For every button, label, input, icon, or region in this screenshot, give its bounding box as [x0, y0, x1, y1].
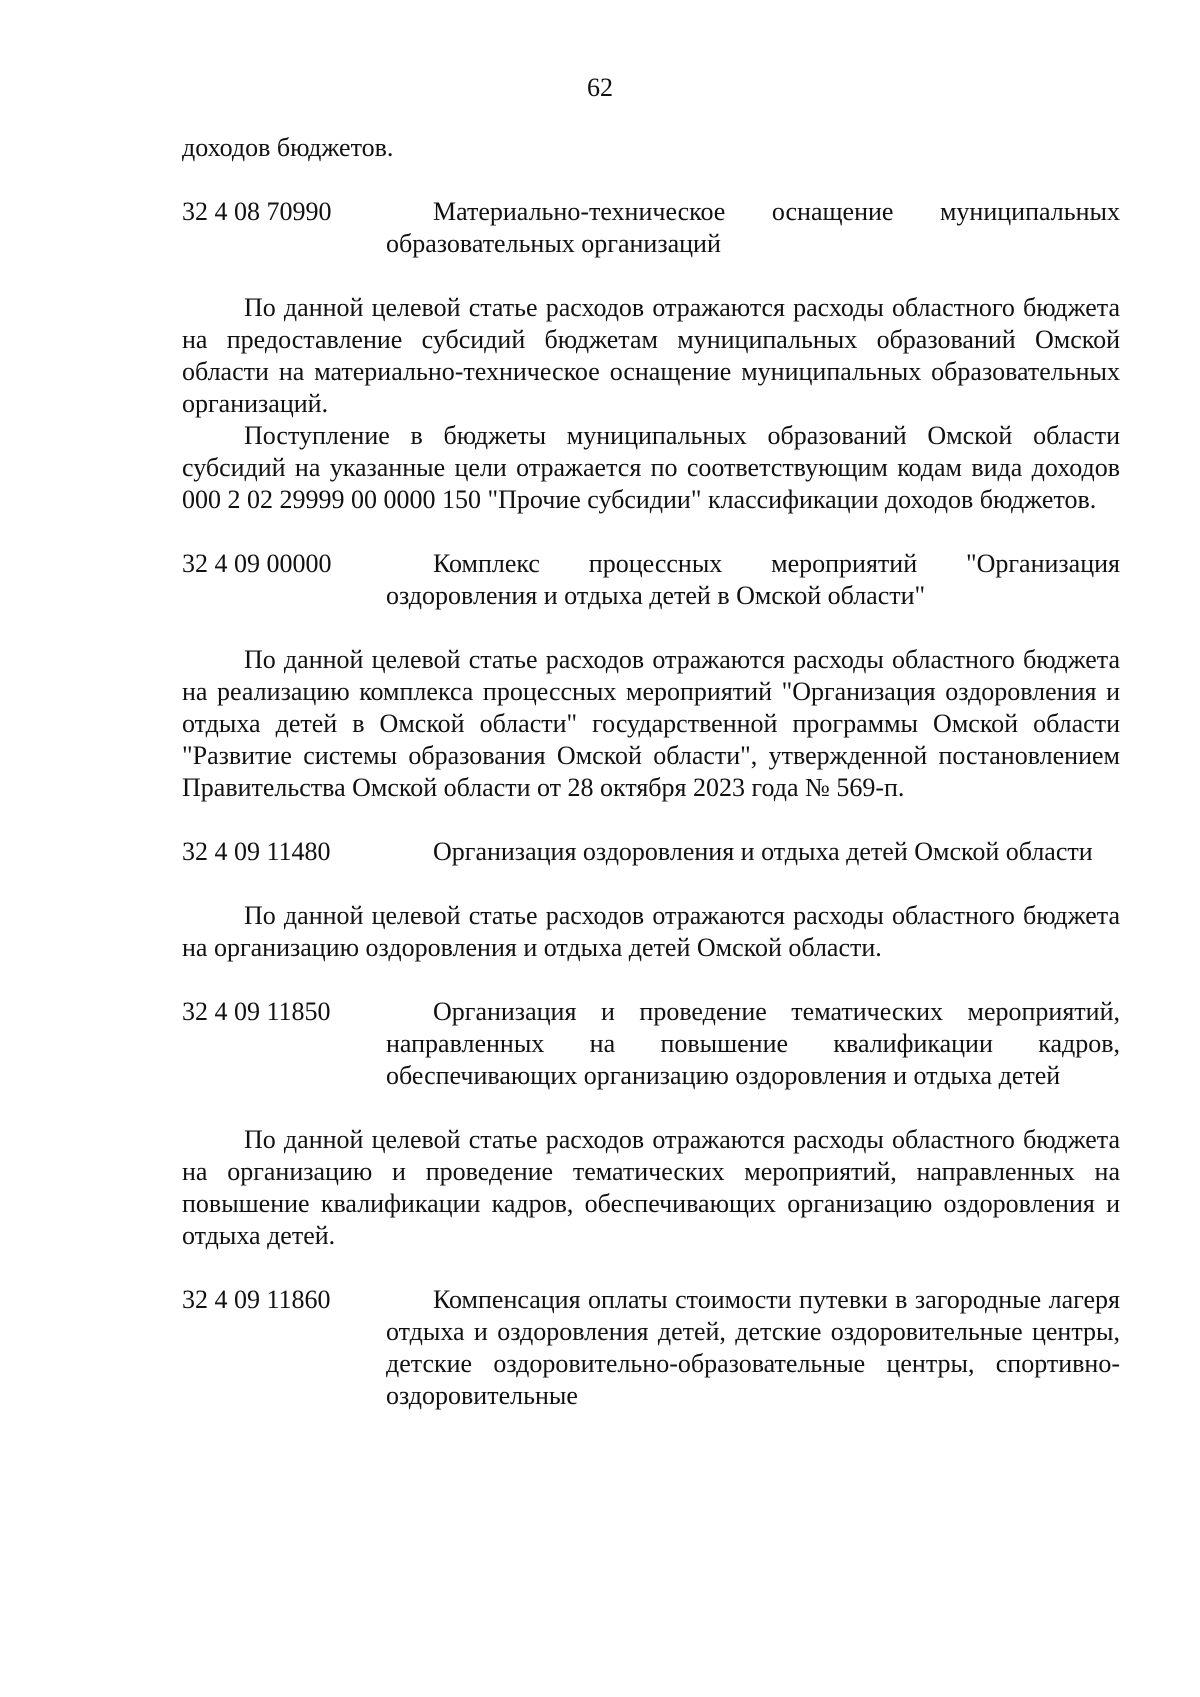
budget-article-title: Организация оздоровления и отдыха детей Омской области — [433, 837, 1093, 866]
budget-article-code: 32 4 09 11850 — [182, 997, 331, 1026]
body-paragraph: По данной целевой статье расходов отражаются расходы областного бюджета на реализацию комплекса процессных мероприятий "Организация оздоровления и отдыха детей в Омской области" государственной программы Омской области "Развитие системы образования Омской области", утвержденной постановлением Правительства Омской области от 28 октября 2023 года № 569-п. — [182, 645, 1120, 802]
budget-article-entry — [182, 196, 1120, 260]
budget-article-title: Компенсация оплаты стоимости путевки в загородные лагеря отдыха и оздоровления детей, детские оздоровительные центры, детские оздоровительно-образовательные центры, спортивно-оздоровительные — [386, 1285, 1120, 1410]
budget-article-title: Организация и проведение тематических мероприятий, направленных на повышение квалификации кадров, обеспечивающих организацию оздоровления и отдыха детей — [386, 997, 1120, 1090]
budget-article-title: Комплекс процессных мероприятий "Организация оздоровления и отдыха детей в Омской области" — [386, 549, 1120, 610]
budget-article-title: Материально-техническое оснащение муниципальных образовательных организаций — [386, 197, 1120, 258]
body-paragraph: По данной целевой статье расходов отражаются расходы областного бюджета на организацию и проведение тематических мероприятий, направленных на повышение квалификации кадров, обеспечивающих организацию оздоровления и отдыха детей. — [182, 1125, 1120, 1250]
budget-article-entry — [182, 548, 1120, 612]
page-number: 62 — [587, 73, 613, 102]
budget-article-code: 32 4 08 70990 — [182, 197, 332, 226]
budget-article-entry — [182, 1284, 1120, 1412]
body-paragraph: доходов бюджетов. — [182, 133, 394, 162]
budget-article-code: 32 4 09 00000 — [182, 549, 332, 578]
budget-article-code: 32 4 09 11480 — [182, 837, 331, 866]
budget-article-entry — [182, 836, 1120, 868]
budget-article-code: 32 4 09 11860 — [182, 1285, 331, 1314]
body-paragraph: По данной целевой статье расходов отражаются расходы областного бюджета на предоставление субсидий бюджетам муниципальных образований Омской области на материально-техническое оснащение муниципальных образовательных организаций. — [182, 293, 1120, 418]
body-paragraph: По данной целевой статье расходов отражаются расходы областного бюджета на организацию оздоровления и отдыха детей Омской области. — [182, 901, 1120, 962]
budget-article-entry — [182, 996, 1120, 1092]
body-paragraph: Поступление в бюджеты муниципальных образований Омской области субсидий на указанные цели отражается по соответствующим кодам вида доходов 000 2 02 29999 00 0000 150 "Прочие субсидии" классификации доходов бюджетов. — [182, 421, 1120, 514]
document-body — [182, 132, 1120, 1444]
